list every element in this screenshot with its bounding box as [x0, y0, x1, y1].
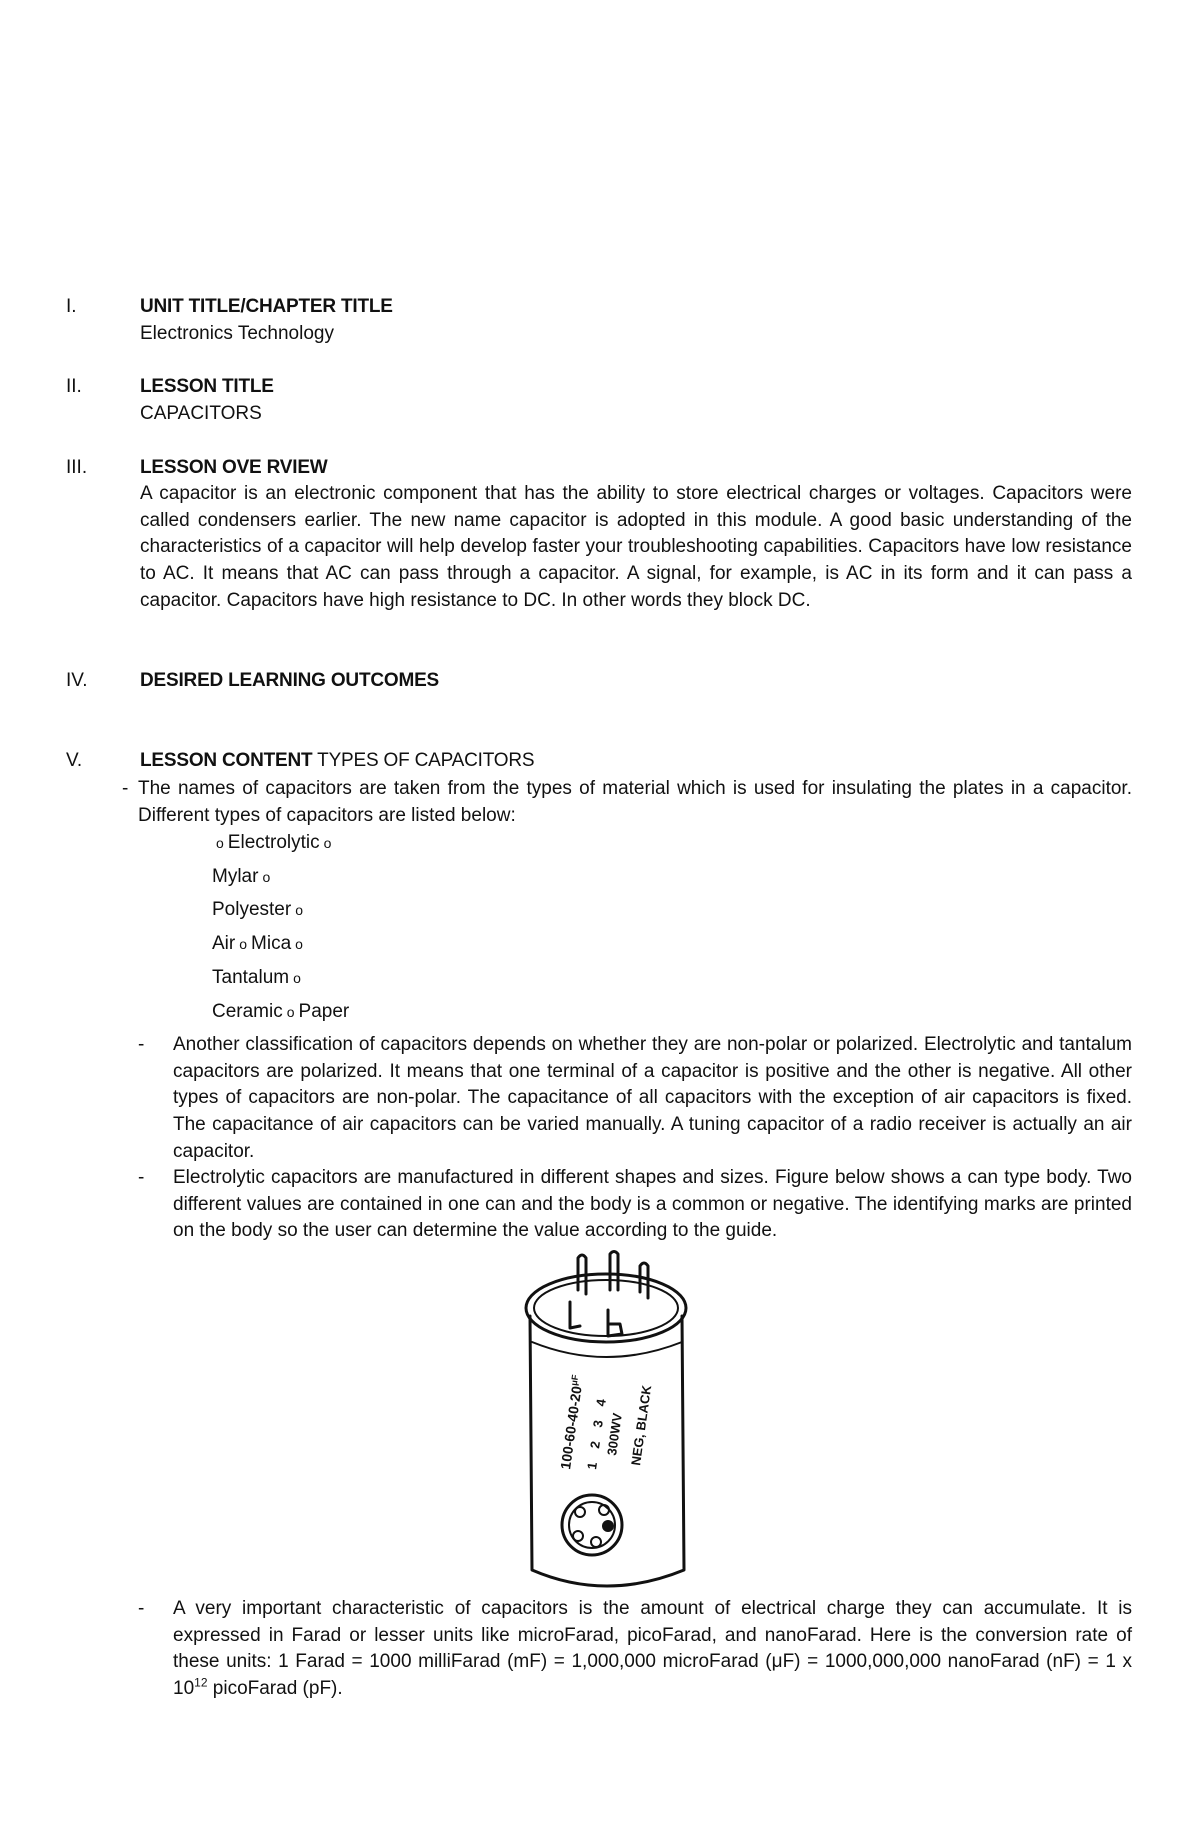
bullet: o: [262, 869, 271, 885]
terminal-lug: [640, 1263, 648, 1298]
bullet: o: [216, 835, 224, 851]
bullet: o: [239, 936, 248, 952]
type-item: Paper: [298, 1001, 350, 1022]
lesson-overview-text: A capacitor is an electronic component that has the ability to store electrical charges or voltages. Capacitors were called condensers earlier. The new name capacitor is adopted in this module. A good basic understanding of the characteristics of a capacitor will help develop faster your troubleshooting capabilities. Capacitors have low resistance to AC. It means that AC can pass through a capacitor. A signal, for example, is AC in its form and it can pass a capacitor. Capacitors have high resistance to DC. In other words they block DC.: [140, 483, 1132, 611]
section-number: III.: [66, 457, 88, 478]
type-item: Electrolytic: [227, 832, 320, 853]
type-item: Tantalum: [212, 967, 290, 988]
lesson-title: CAPACITORS: [140, 403, 262, 424]
dash-marker: -: [122, 778, 129, 799]
section-heading: LESSON TITLE: [140, 376, 274, 397]
type-list-line: [212, 933, 307, 955]
section-number: IV.: [66, 670, 88, 691]
type-item: Mica: [251, 933, 292, 954]
electrolytic-paragraph: Electrolytic capacitors are manufactured in different shapes and sizes. Figure below shows a can type body. Two different values are contained in one can and the body is a common or negative. The identifying marks are printed on the body so the user can determine the value according to the guide.: [173, 1167, 1132, 1242]
section-heading: LESSON CONTENT TYPES OF CAPACITORS: [140, 750, 535, 771]
section-heading: LESSON OVE RVIEW: [140, 457, 328, 478]
type-list-line: [212, 832, 335, 854]
section-heading: DESIRED LEARNING OUTCOMES: [140, 670, 440, 691]
intro-paragraph: [138, 776, 1132, 829]
type-item: Ceramic: [212, 1001, 283, 1022]
section-number: II.: [66, 376, 82, 397]
section-number: V.: [66, 750, 83, 771]
exponent: 12: [194, 1675, 208, 1690]
section-heading: UNIT TITLE/CHAPTER TITLE: [140, 296, 393, 317]
negative-marking-label: NEG, BLACK: [628, 1384, 655, 1467]
bullet: o: [286, 1004, 295, 1020]
type-item: Polyester: [212, 899, 292, 920]
charge-text: A very important characteristic of capacitors is the amount of electrical charge they can accumulate. It is expressed in Farad or lesser units like microFarad, picoFarad, and nanoFarad. Here is the conversion rate of these units: 1 Farad = 1000 milliFarad (mF) = 1,000,000 microFarad (μF) = 1000,000,000 nanoFarad (nF) = 1 x 10: [173, 1598, 1132, 1700]
charge-text-end: picoFarad (pF).: [207, 1678, 343, 1700]
type-list-line: [212, 1001, 349, 1023]
unit-title: Electronics Technology: [140, 323, 334, 344]
intro-text: The names of capacitors are taken from the types of material which is used for insulating the plates in a capacitor. Different types of capacitors are listed below:: [138, 778, 1132, 826]
type-list-line: [212, 899, 307, 921]
voltage-rating-label: 300WV: [604, 1412, 625, 1457]
dash-marker: -: [138, 1034, 145, 1055]
bullet: o: [295, 902, 303, 918]
type-item: Mylar: [212, 866, 259, 887]
can-capacitor-figure: [522, 1250, 692, 1600]
terminal-marks-label: 1234: [584, 1398, 609, 1471]
capacitance-values-label: $100-60-40-20^{\mu F}$: [557, 1374, 585, 1471]
dash-marker: -: [138, 1598, 145, 1619]
bullet: o: [323, 835, 332, 851]
bullet: o: [295, 936, 303, 952]
terminal-lug: [610, 1252, 618, 1291]
dash-marker: -: [138, 1167, 145, 1188]
polarity-paragraph: Another classification of capacitors depends on whether they are non-polar or polarized. Electrolytic and tantalum capacitors are polarized. It means that one terminal of a capacitor is positive and the other is negative. All other types of capacitors are non-polar. The capacitance of all capacitors with the exception of air capacitors is fixed. The capacitance of air capacitors can be varied manually. A tuning capacitor of a radio receiver is actually an air capacitor.: [173, 1034, 1132, 1162]
section-number: I.: [66, 296, 77, 317]
type-list-line: [212, 967, 305, 989]
charge-paragraph: [173, 1596, 1132, 1703]
can-top: [526, 1274, 686, 1342]
type-list-line: [212, 866, 274, 888]
bullet: o: [293, 970, 301, 986]
type-item: Air: [212, 933, 236, 954]
section-heading-rest: TYPES OF CAPACITORS: [312, 750, 535, 771]
